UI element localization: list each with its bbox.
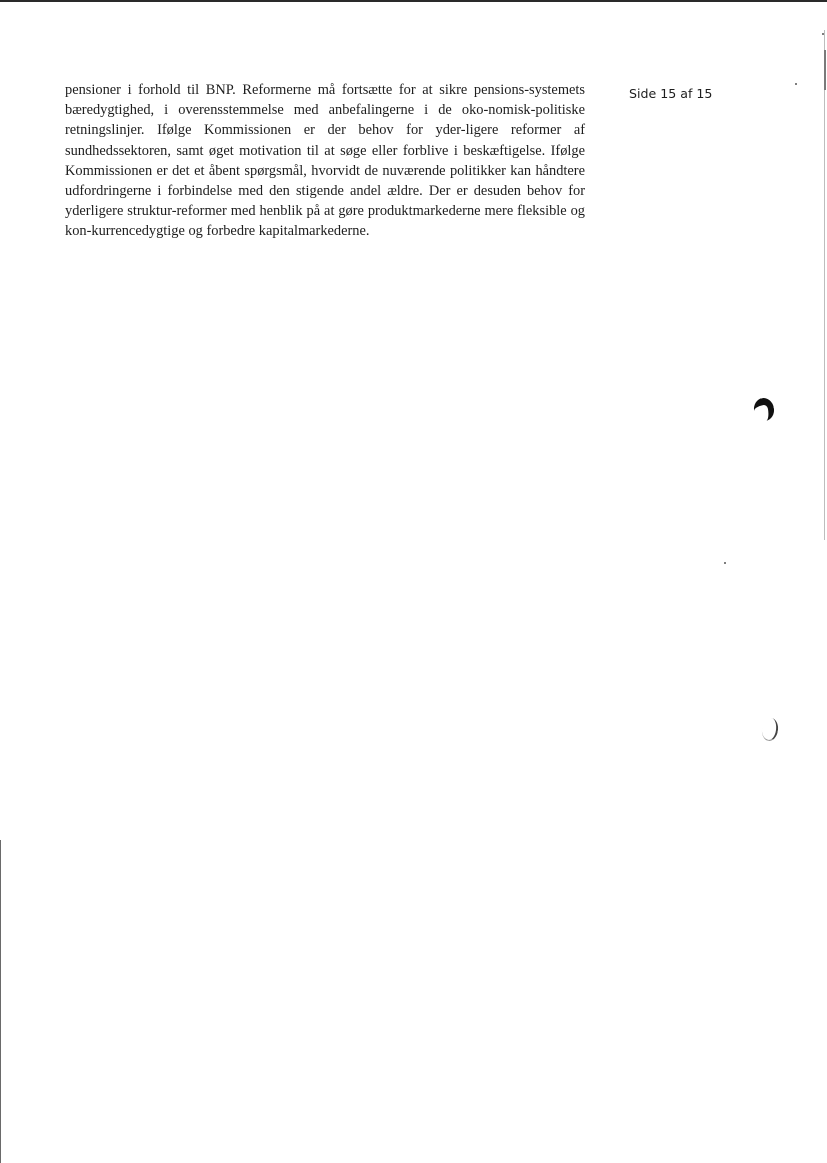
punch-hole-mark-icon (760, 717, 779, 742)
right-scan-edge (824, 30, 825, 540)
left-scan-edge (0, 840, 1, 1163)
scan-speck (795, 83, 797, 85)
punch-hole-mark-icon (752, 396, 776, 422)
top-scan-edge (0, 0, 827, 2)
scan-speck (724, 562, 726, 564)
body-paragraph: pensioner i forhold til BNP. Reformerne må fortsætte for at sikre pensions-systemets bæredygtighed, i overensstemmelse med anbefalingerne i de oko-nomisk-politiske retningslinjer. Ifølge Kommissionen er der behov for yder-ligere reformer af sundhedssektoren, samt øget motivation til at søge eller forblive i beskæftigelse. Ifølge Kommissionen er det et åbent spørgsmål, hvorvidt de nuværende politikker kan håndtere udfordringerne i forbindelse med den stigende andel ældre. Der er desuden behov for yderligere struktur-reformer med henblik på at gøre produktmarkederne mere fleksible og kon-kurrencedygtige og forbedre kapitalmarkederne. (65, 82, 585, 240)
page-number: Side 15 af 15 (629, 86, 713, 101)
scan-speck (822, 33, 824, 35)
right-scan-edge-mark (824, 50, 826, 90)
